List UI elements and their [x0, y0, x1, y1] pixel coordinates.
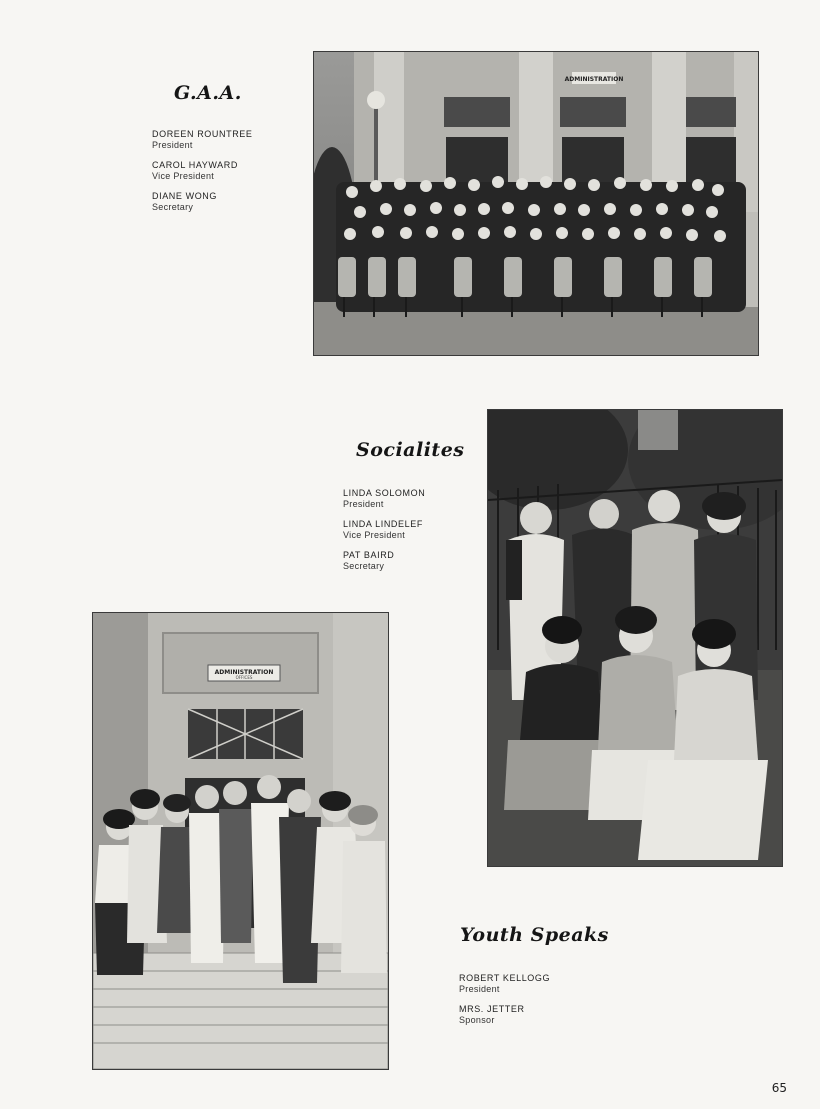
- officer-name: PAT BAIRD: [343, 550, 395, 560]
- socialites-vice-president: [343, 519, 503, 541]
- gaa-vice-president: [152, 160, 312, 182]
- officer-role: President: [152, 140, 193, 150]
- page-number: 65: [771, 1081, 787, 1095]
- gaa-officers: [152, 129, 312, 222]
- officer-role: Vice President: [343, 530, 406, 540]
- officer-name: CAROL HAYWARD: [152, 160, 238, 170]
- socialites-officers: [343, 488, 503, 581]
- youth-speaks-photo-sign: ADMINISTRATION: [214, 669, 274, 676]
- officer-role: President: [459, 984, 500, 994]
- officer-role: President: [343, 499, 384, 509]
- gaa-secretary: [152, 191, 312, 213]
- officer-name: MRS. JETTER: [459, 1004, 525, 1014]
- officer-name: ROBERT KELLOGG: [459, 973, 551, 983]
- officer-name: DOREEN ROUNTREE: [152, 129, 253, 139]
- youth-speaks-sponsor: [459, 1004, 619, 1026]
- gaa-president: [152, 129, 312, 151]
- socialites-title: Socialites: [356, 439, 465, 461]
- gaa-title: G.A.A.: [174, 82, 242, 104]
- socialites-president: [343, 488, 503, 510]
- officer-role: Secretary: [152, 202, 194, 212]
- officer-name: LINDA SOLOMON: [343, 488, 426, 498]
- youth-speaks-title: Youth Speaks: [460, 924, 609, 946]
- officer-role: Vice President: [152, 171, 215, 181]
- officer-name: DIANE WONG: [152, 191, 218, 201]
- gaa-photo-sign: ADMINISTRATION: [564, 76, 624, 83]
- youth-speaks-group-photo: [92, 612, 389, 1070]
- officer-role: Secretary: [343, 561, 385, 571]
- socialites-group-photo: [487, 409, 783, 867]
- officer-name: LINDA LINDELEF: [343, 519, 423, 529]
- youth-speaks-photo-sign-sub: OFFICES: [235, 675, 253, 680]
- youth-speaks-officers: [459, 973, 619, 1035]
- officer-role: Sponsor: [459, 1015, 495, 1025]
- socialites-secretary: [343, 550, 503, 572]
- gaa-group-photo: [313, 51, 759, 356]
- youth-speaks-president: [459, 973, 619, 995]
